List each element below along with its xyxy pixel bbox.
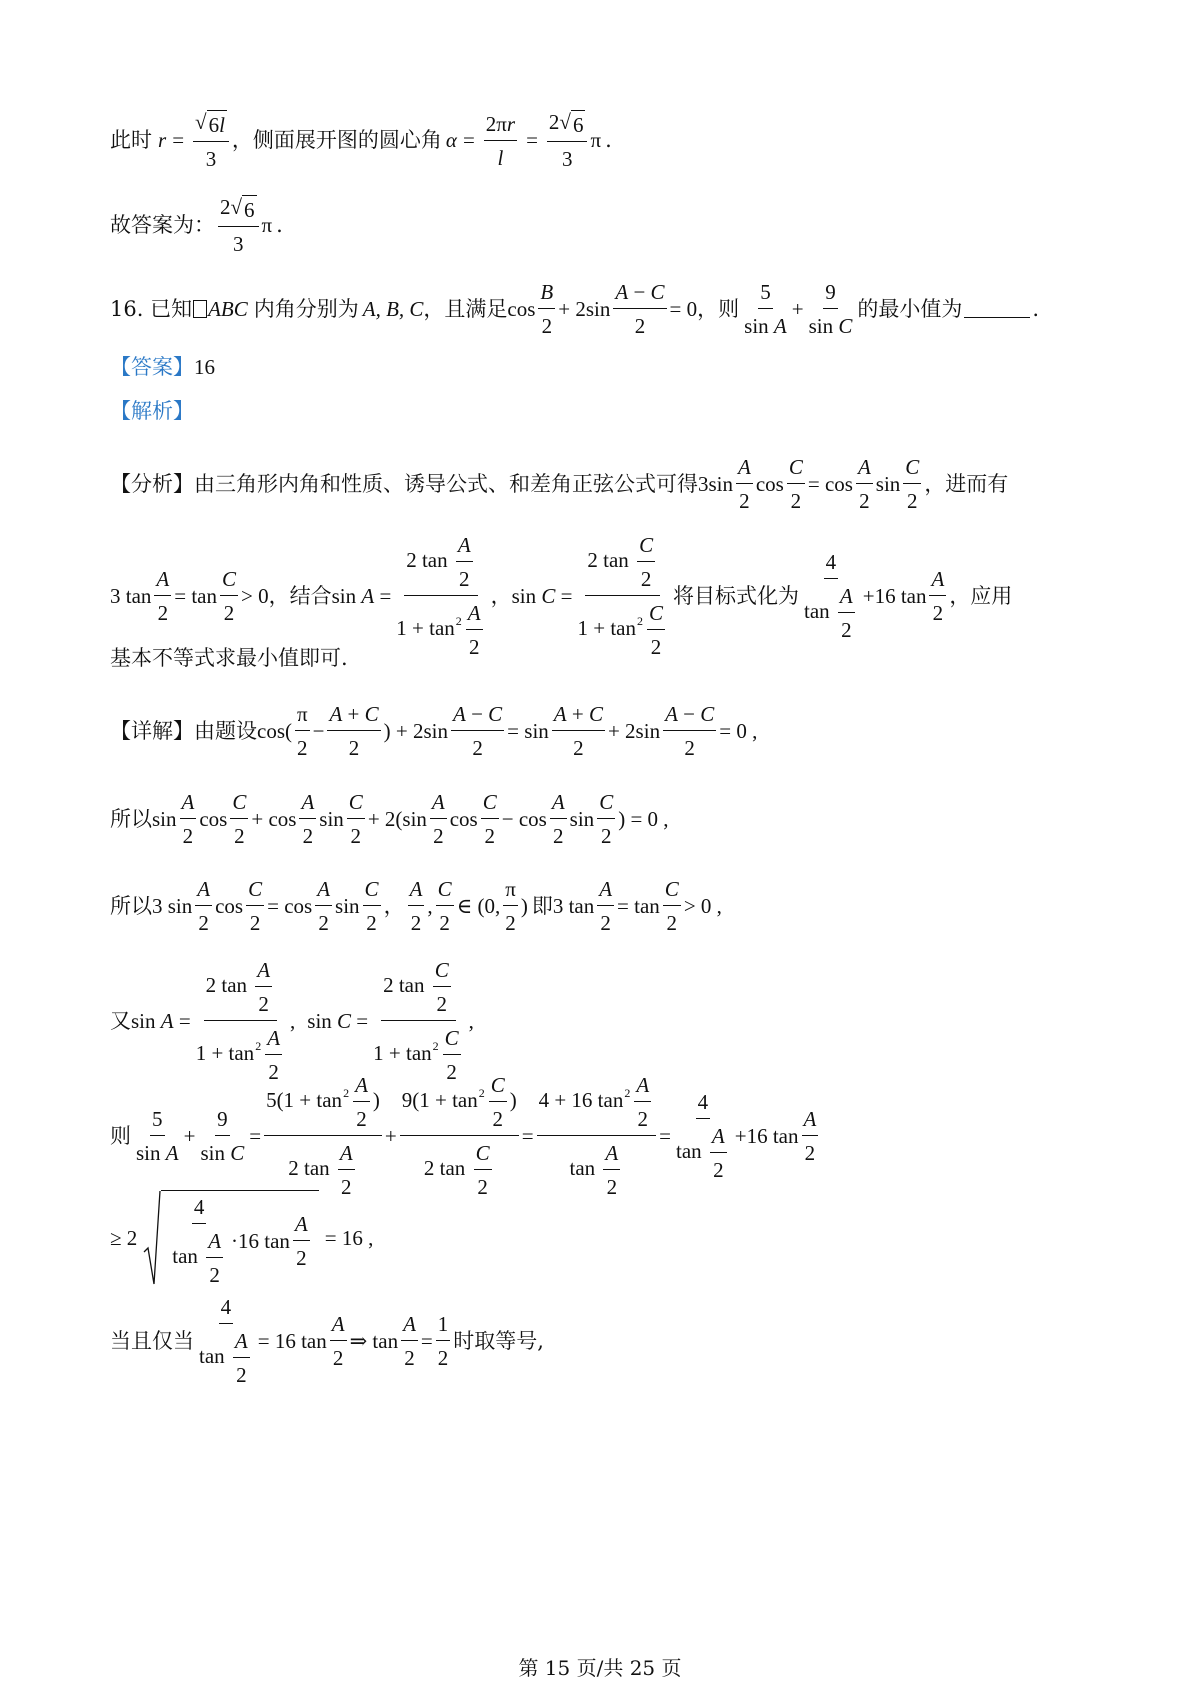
suoyi-line-2: 所以 3 sin $\frac{A}{2}$ cos $\frac{C}{2}$ = cos $\frac{A}{2}$ sin $\frac{C}{2}$ ， $\frac{A}{2}$ , $\frac{C}{2}$ ∈ (0, $\frac{\pi}{2}$ ) 即 3 tan $\frac{A}{2}$ = tan $\frac{C}{2}$ > 0 , — [110, 877, 722, 936]
fenxi-line-2: 3 tan $\frac{A}{2}$ = tan $\frac{C}{2}$ > 0 ，结合 sin A = 2 tan $\frac{A}{2}$ $1 + \tan^2$ $\frac{A}{2}$ ， sin C = 2 tan $\frac{C}{2}$ $1 + \tan^2$ $\frac{C}{2}$ 将目标式化为 4 tan $\frac{A}{2}$ +16 tan $\frac{A}{2}$ ，应用 — [110, 533, 1013, 660]
fenxi-line-3: 基本不等式求最小值即可. — [110, 646, 348, 670]
sqrt-symbol: 4 tan $\frac{A}{2}$ ·16 tan $\frac{A}{2}$ — [143, 1190, 318, 1287]
analysis-tag: 【解析】 — [110, 399, 194, 423]
analysis-tag-line — [110, 401, 194, 422]
question-number: 16. 已知 — [110, 296, 193, 321]
line-cishi: 此时 r = √ 6l 3 ，侧面展开图的圆心角 α = $\frac{2\pi r}{l}$ = 2√ 6 3 π . — [110, 110, 612, 172]
line-answer-prev: 故答案为： 2√ 6 3 π . — [110, 195, 283, 257]
dang-line: 当且仅当 4 tan $\frac{A}{2}$ = 16 tan $\frac{A}{2}$ ⇒ tan $\frac{A}{2}$ = $\frac{1}{2}$ 时取等号, — [110, 1295, 544, 1388]
answer-value: 16 — [194, 355, 215, 379]
triangle-icon — [193, 300, 207, 318]
answer-line — [110, 357, 215, 378]
text-cishi: 此时 — [110, 128, 152, 153]
xiangjie-line: 【详解】 由题设 cos( $\frac{\pi}{2}$ − $\frac{A + C}{2}$ ) + 2sin $\frac{A - C}{2}$ = sin $\frac{A + C}{2}$ + 2sin $\frac{A - C}{2}$ = 0 , — [110, 702, 758, 761]
question-16: 16. 已知 ABC 内角分别为 A, B, C ，且满足 cos $\frac{B}{2}$ + 2sin $\frac{A - C}{2}$ = 0 ，则 $\frac{5}{\text{sin A}}$ + $\frac{9}{\text{sin C}}$ 的最小值为 . — [110, 280, 1040, 339]
text-gudaanwei: 故答案为： — [110, 213, 215, 238]
ze-line: 则 $\frac{5}{\text{sin A}}$ + $\frac{9}{\text{sin C}}$ = $5(1 + \tan^2$ $\frac{A}{2}$ ) 2 tan $\frac{A}{2}$ + $9(1 + \tan^2$ $\frac{C}{2}$ ) 2 tan $\frac{C}{2}$ = 4 + 16 $\tan^2$ $\frac{A}{2}$ tan $\frac{A}{2}$ = 4 tan $\frac{A}{2}$ +16 tan $\frac{A}{2}$ — [110, 1073, 817, 1200]
suoyi-line-1: 所以 sin $\frac{A}{2}$ cos $\frac{C}{2}$ + cos $\frac{A}{2}$ sin $\frac{C}{2}$ + 2(sin $\frac{A}{2}$ cos $\frac{C}{2}$ − cos $\frac{A}{2}$ sin $\frac{C}{2}$ ) = 0 , — [110, 790, 669, 849]
ge-line: ≥ 2 4 tan $\frac{A}{2}$ ·16 tan $\frac{A}{2}$ = 16 , — [110, 1190, 373, 1287]
answer-blank[interactable] — [964, 301, 1030, 318]
you-line: 又 sin A = 2 tan $\frac{A}{2}$ $1 + \tan^2$ $\frac{A}{2}$ , sin C = 2 tan $\frac{C}{2}$ $1 + \tan^2$ $\frac{C}{2}$ , — [110, 958, 474, 1085]
fenxi-line-1: 【分析】 由三角形内角和性质、诱导公式、和差角正弦公式可得 3sin $\frac{A}{2}$ cos $\frac{C}{2}$ = cos $\frac{A}{2}$ sin $\frac{C}{2}$ ，进而有 — [110, 455, 1009, 514]
answer-tag: 【答案】 — [110, 355, 194, 379]
text-cemian: ，侧面展开图的圆心角 — [231, 128, 442, 153]
page-footer: 第 15 页/共 25 页 — [518, 1656, 682, 1680]
frac-r: √ 6l 3 — [193, 110, 229, 171]
